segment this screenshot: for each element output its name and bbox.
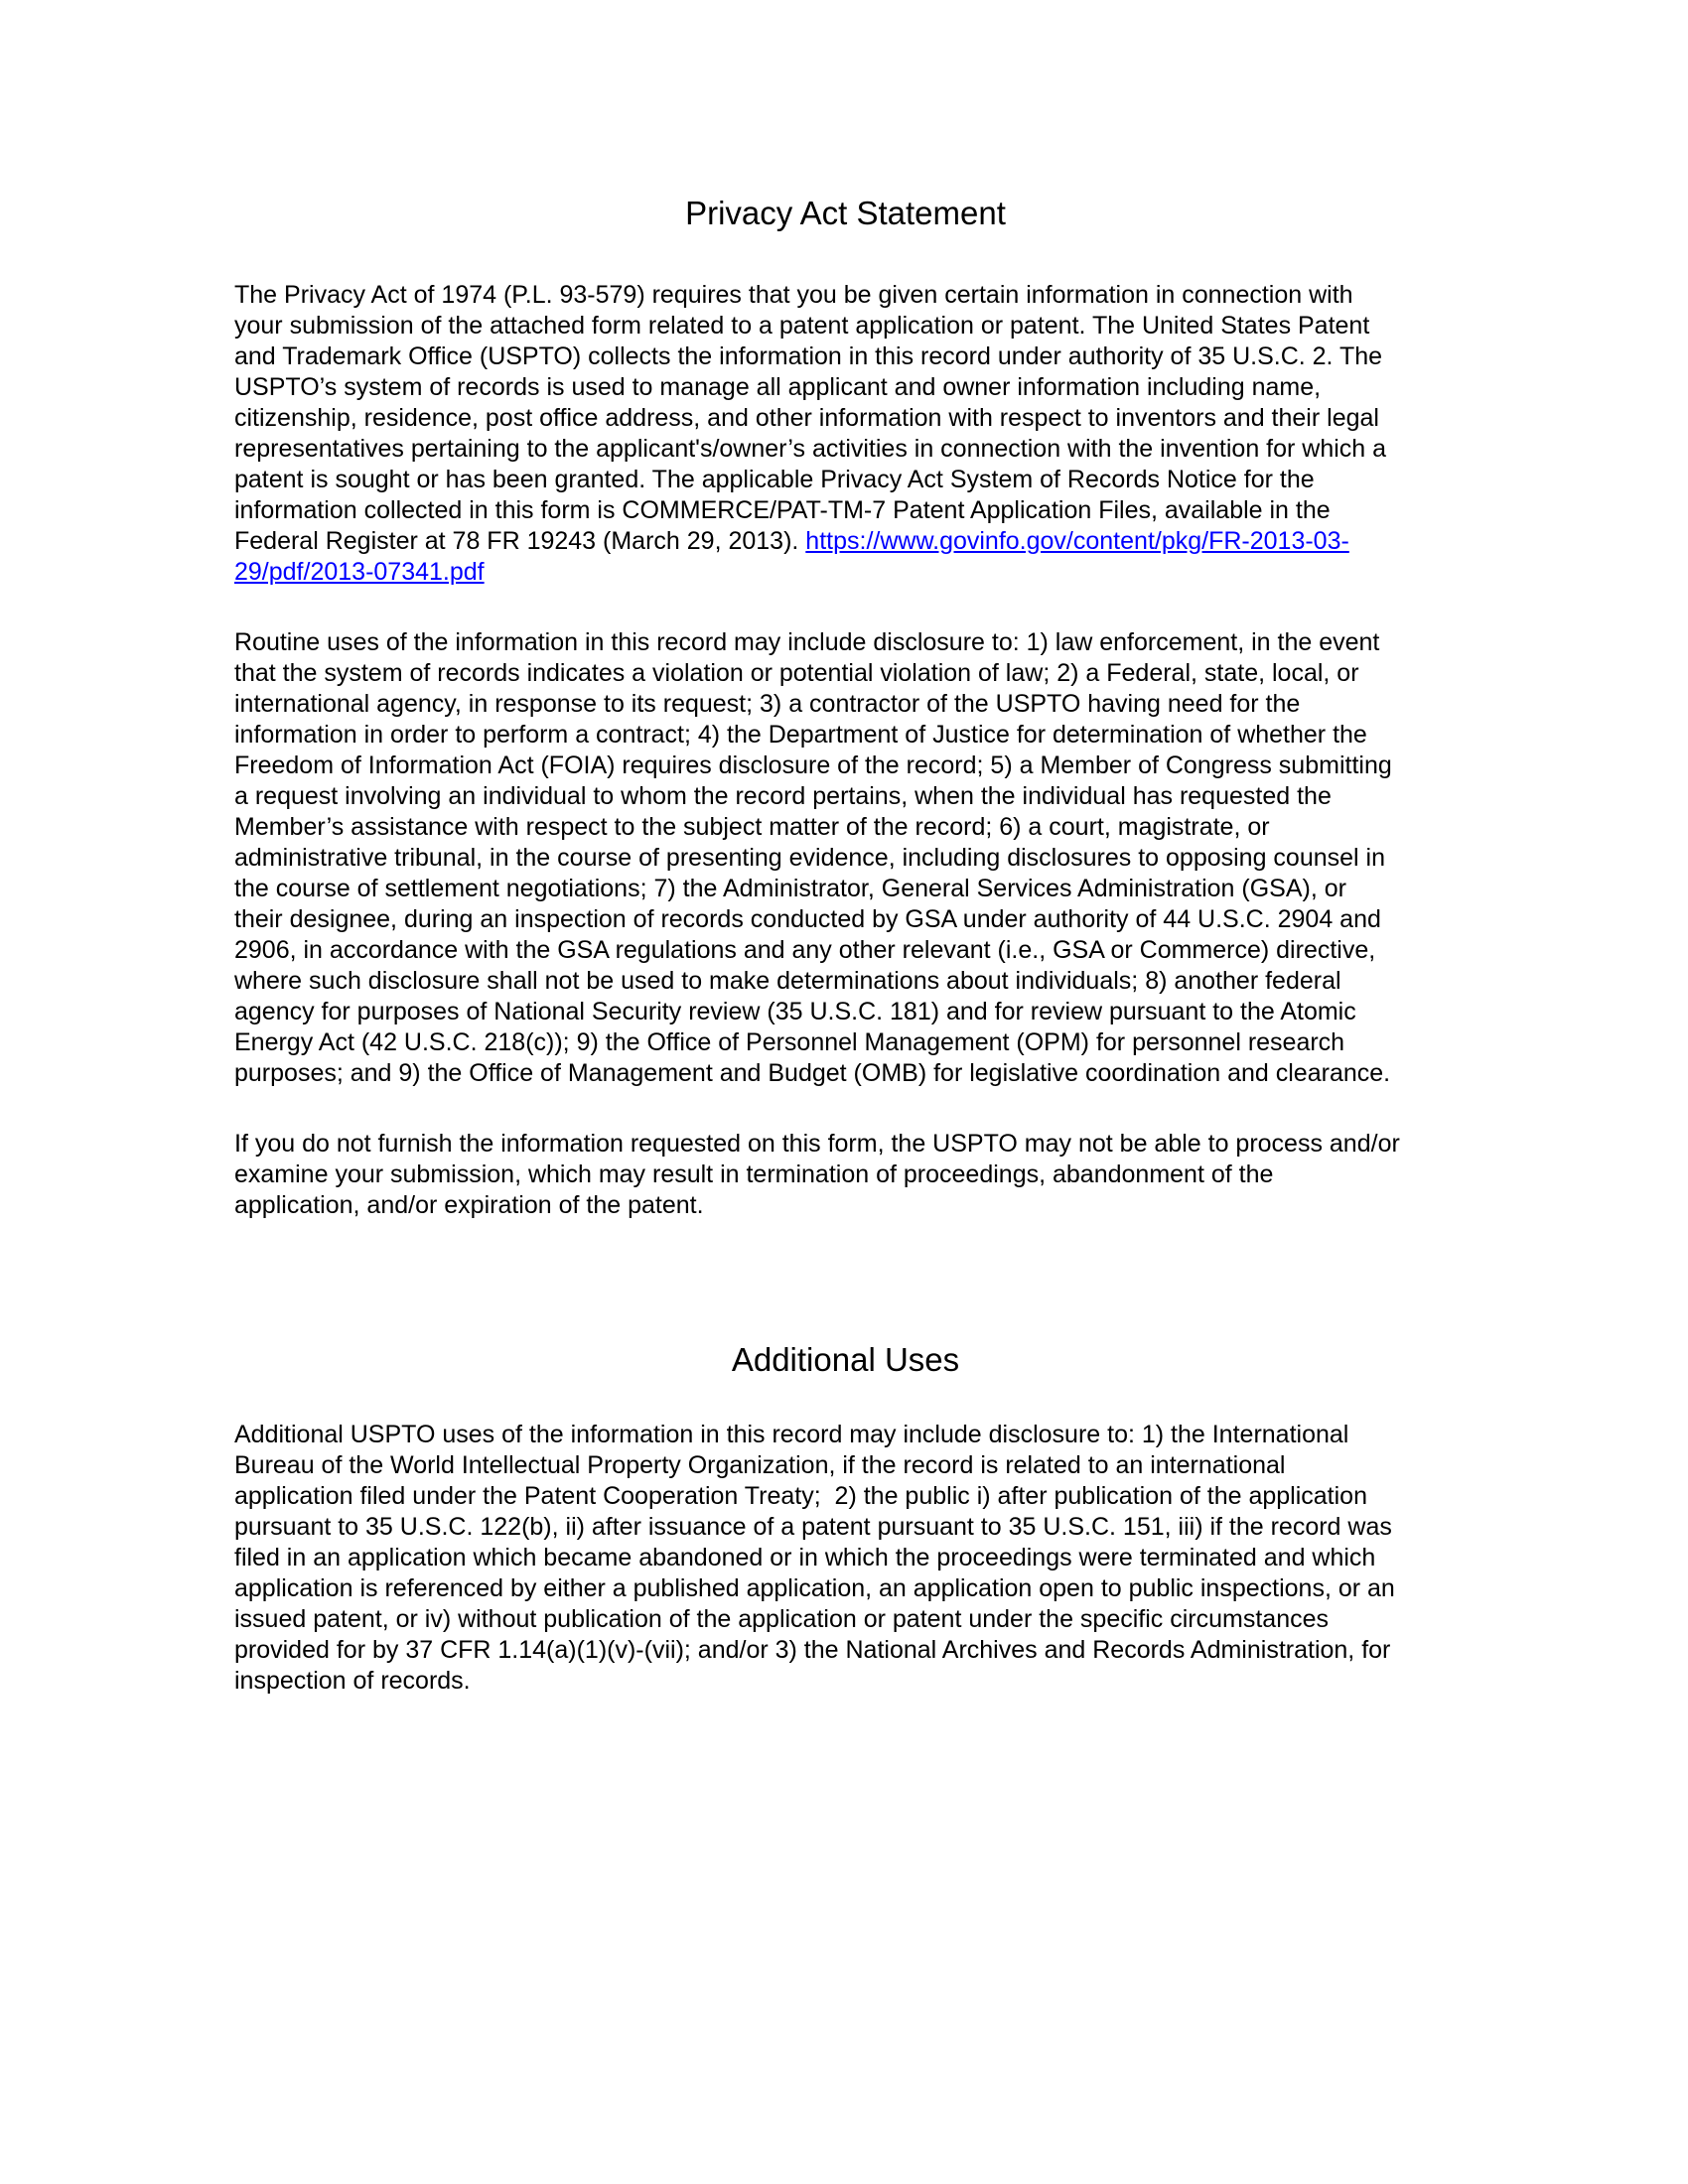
privacy-act-statement-title: Privacy Act Statement: [685, 195, 1006, 231]
additional-uses-title: Additional Uses: [731, 1341, 960, 1378]
federal-register-link[interactable]: https://www.govinfo.gov/content/pkg/FR-2013-03- 29/pdf/2013-07341.pdf: [234, 527, 1349, 586]
paragraph-privacy-act-intro: [234, 280, 1457, 588]
paragraph-routine-uses: Routine uses of the information in this record may include disclosure to: 1) law enforcement, in the event that the system of records indicates a violation or potential violation of law; 2) a Federal, state, local, or international agency, in response to its request; 3) a contractor of the USPTO having need for the information in order to perform a contract; 4) the Department of Justice for determination of whether the Freedom of Information Act (FOIA) requires disclosure of the record; 5) a Member of Congress submitting a request involving an individual to whom the record pertains, when the individual has requested the Member’s assistance with respect to the subject matter of the record; 6) a court, magistrate, or administrative tribunal, in the course of presenting evidence, including disclosures to opposing counsel in the course of settlement negotiations; 7) the Administrator, General Services Administration (GSA), or their designee, during an inspection of records conducted by GSA under authority of 44 U.S.C. 2904 and 2906, in accordance with the GSA regulations and any other relevant (i.e., GSA or Commerce) directive, where such disclosure shall not be used to make determinations about individuals; 8) another federal agency for purposes of National Security review (35 U.S.C. 181) and for review pursuant to the Atomic Energy Act (42 U.S.C. 218(c)); 9) the Office of Personnel Management (OPM) for personnel research purposes; and 9) the Office of Management and Budget (OMB) for legislative coordination and clearance.: [234, 628, 1392, 1087]
document-content: [234, 194, 1457, 1736]
paragraph-additional-uses: Additional USPTO uses of the information in this record may include disclosure to: 1) the International Bureau of the World Intellectual Property Organization, if the record is related to an international application filed under the Patent Cooperation Treaty; 2) the public i) after publication of the application pursuant to 35 U.S.C. 122(b), ii) after issuance of a patent pursuant to 35 U.S.C. 151, iii) if the record was filed in an application which became abandoned or in which the proceedings were terminated and which application is referenced by either a published application, an application open to public inspections, or an issued patent, or iv) without publication of the application or patent under the specific circumstances provided for by 37 CFR 1.14(a)(1)(v)-(vii); and/or 3) the National Archives and Records Administration, for inspection of records.: [234, 1421, 1395, 1695]
paragraph-failure-to-furnish: If you do not furnish the information requested on this form, the USPTO may not be able to process and/or examine your submission, which may result in termination of proceedings, abandonment of the application, and/or expiration of the patent.: [234, 1130, 1400, 1219]
privacy-act-intro-text: The Privacy Act of 1974 (P.L. 93-579) requires that you be given certain information in connection with your submission of the attached form related to a patent application or patent. The United States Patent and Trademark Office (USPTO) collects the information in this record under authority of 35 U.S.C. 2. The USPTO’s system of records is used to manage all applicant and owner information including name, citizenship, residence, post office address, and other information with respect to inventors and their legal representatives pertaining to the applicant's/owner’s activities in connection with the invention for which a patent is sought or has been granted. The applicable Privacy Act System of Records Notice for the information collected in this form is COMMERCE/PAT-TM-7 Patent Application Files, available in the Federal Register at 78 FR 19243 (March 29, 2013).: [234, 281, 1387, 555]
